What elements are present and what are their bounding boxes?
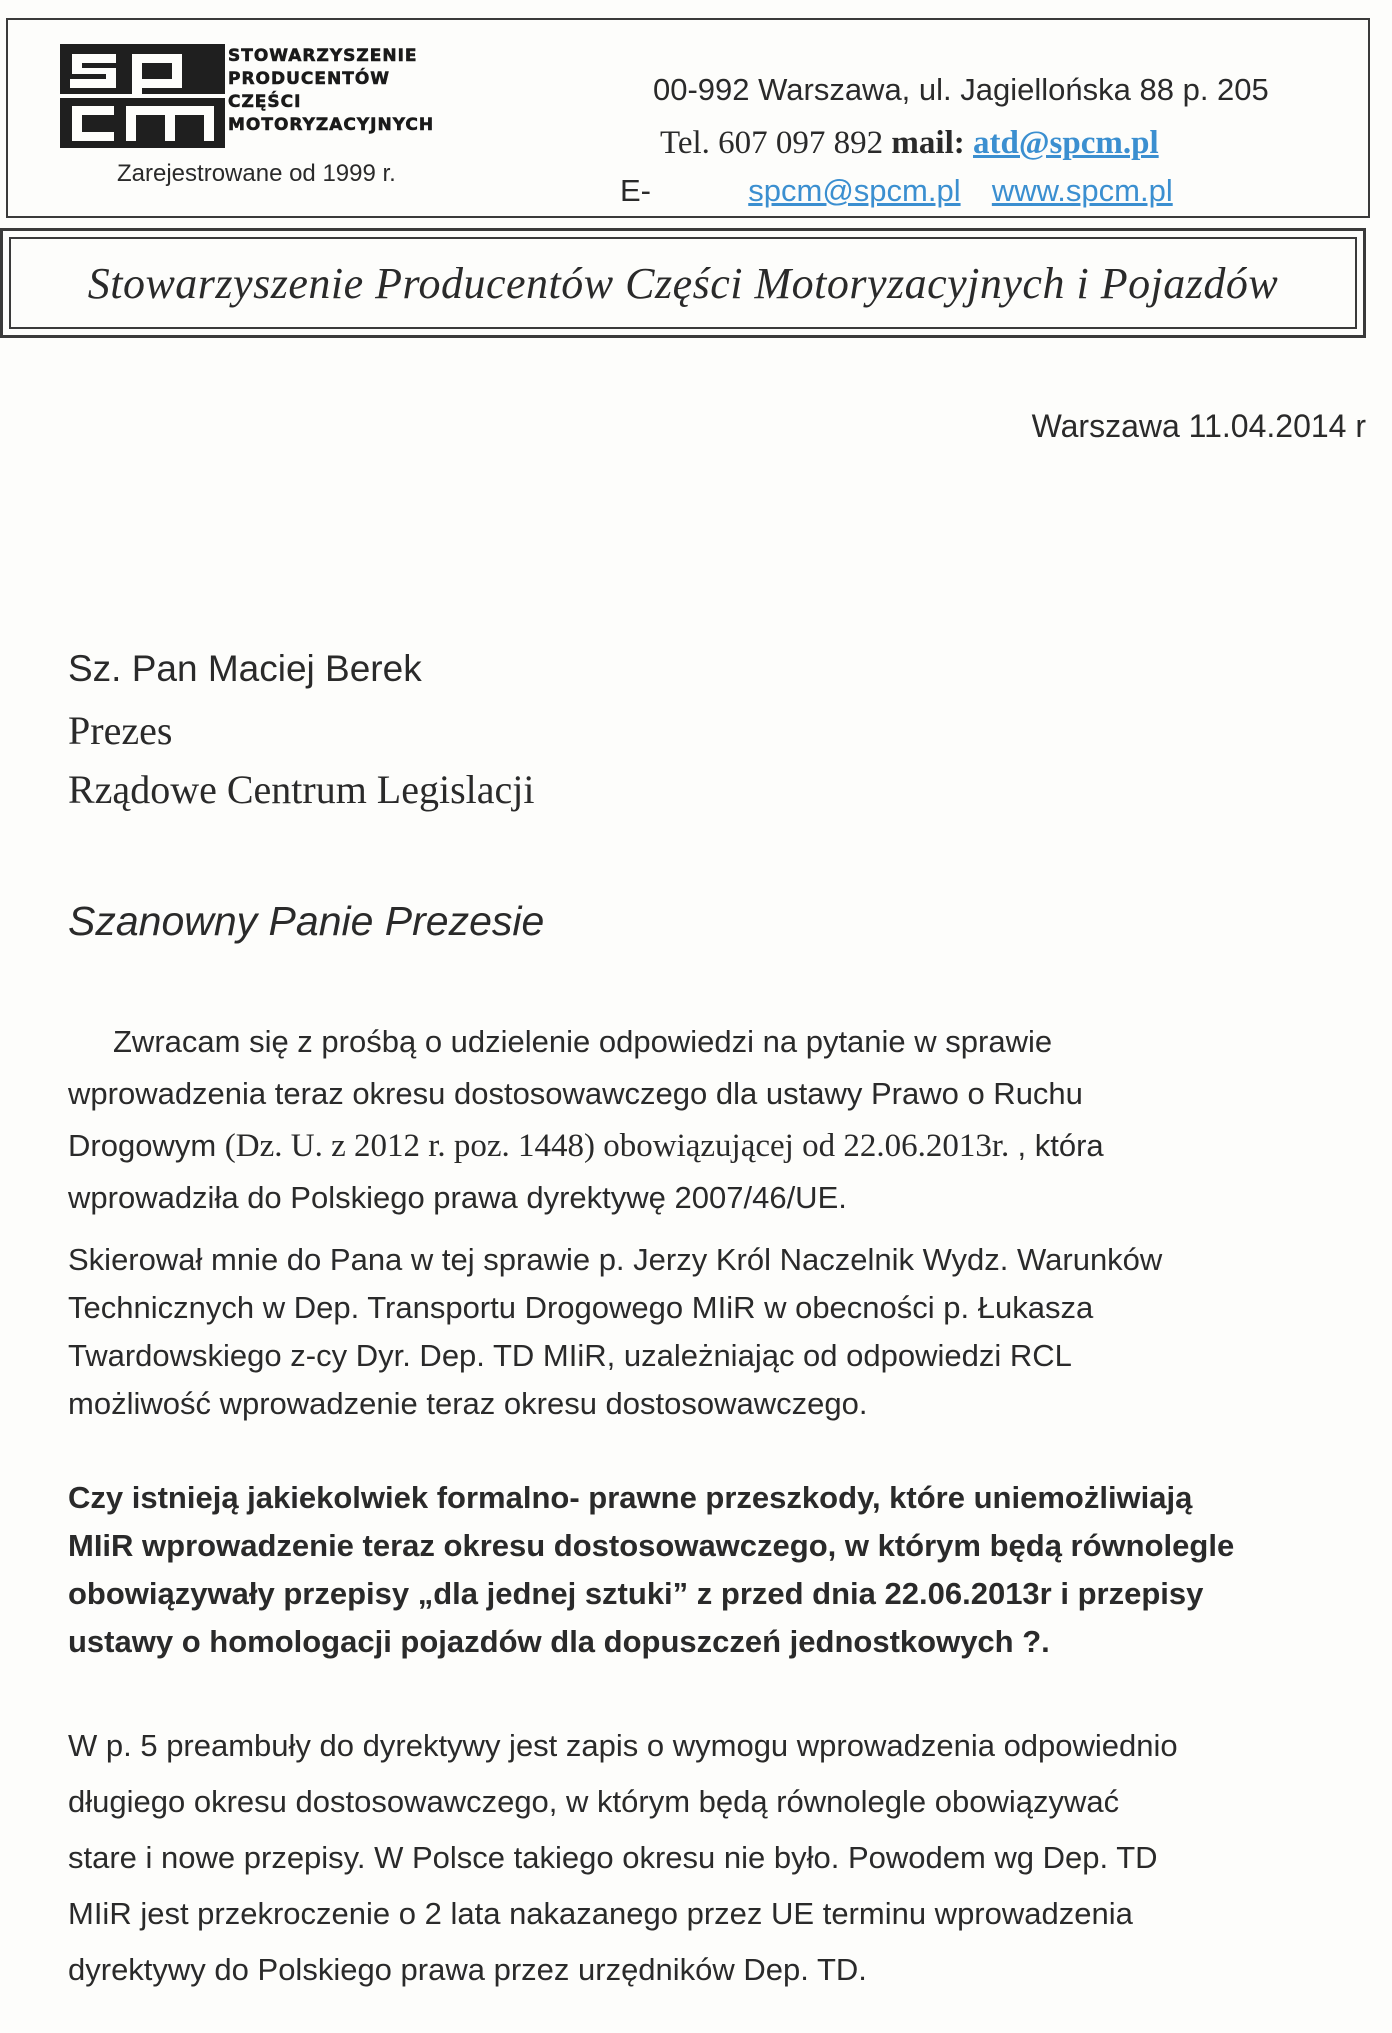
paragraph-line: stare i nowe przepisy. W Polsce takiego okresu nie było. Powodem wg Dep. TD (68, 1840, 1158, 1875)
paragraph-referral (68, 1236, 1358, 1428)
paragraph-line: MIiR jest przekroczenie o 2 lata nakazanego przez UE terminu wprowadzenia (68, 1896, 1133, 1931)
paragraph-preamble (68, 1718, 1358, 1998)
paragraph-line (68, 1120, 1358, 1172)
recipient-title: Prezes (68, 708, 173, 753)
banner-title: Stowarzyszenie Producentów Części Motoryzacyjnych i Pojazdów (9, 237, 1357, 329)
paragraph-line: dyrektywy do Polskiego prawa przez urzędników Dep. TD. (68, 1952, 867, 1987)
paragraph-question (68, 1474, 1358, 1666)
legal-reference: (Dz. U. z 2012 r. poz. 1448) obowiązującej od 22.06.2013r. (224, 1128, 1018, 1164)
e-prefix: E- (620, 173, 651, 208)
logo-word: CZĘŚCI (228, 92, 302, 112)
paragraph-line: Technicznych w Dep. Transportu Drogowego MIiR w obecności p. Łukasza (68, 1290, 1094, 1325)
phone: Tel. 607 097 892 (660, 125, 884, 161)
contact-phone-mail (660, 125, 1159, 162)
paragraph-line: Zwracam się z prośbą o udzielenie odpowiedzi na pytanie w sprawie (113, 1024, 1053, 1059)
paragraph-line: Skierował mnie do Pana w tej sprawie p. Jerzy Król Naczelnik Wydz. Warunków (68, 1242, 1163, 1277)
mail-link[interactable]: atd@spcm.pl (973, 125, 1159, 161)
contact-web (620, 173, 1173, 209)
paragraph-request (68, 1016, 1358, 1224)
paragraph-line: W p. 5 preambuły do dyrektywy jest zapis o wymogu wprowadzenia odpowiednio (68, 1728, 1178, 1763)
address: 00-992 Warszawa, ul. Jagiellońska 88 p. 205 (653, 72, 1269, 107)
paragraph-line: Czy istnieją jakiekolwiek formalno- prawne przeszkody, które uniemożliwiają (68, 1480, 1193, 1515)
paragraph-line: możliwość wprowadzenie teraz okresu dostosowawczego. (68, 1386, 868, 1421)
email-link[interactable]: spcm@spcm.pl (748, 173, 961, 208)
mail-label: mail: (891, 125, 965, 161)
website-link[interactable]: www.spcm.pl (991, 173, 1173, 208)
paragraph-line: Twardowskiego z-cy Dyr. Dep. TD MIiR, uzależniając od odpowiedzi RCL (68, 1338, 1072, 1373)
letter-date: Warszawa 11.04.2014 r (1031, 408, 1366, 444)
logo-words (228, 45, 434, 137)
banner-box (0, 228, 1366, 338)
recipient-institution: Rządowe Centrum Legislacji (68, 767, 535, 812)
line-part: , która (1017, 1128, 1104, 1163)
salutation: Szanowny Panie Prezesie (68, 898, 545, 944)
paragraph-line: długiego okresu dostosowawczego, w którym będą równolegle obowiązywać (68, 1784, 1120, 1819)
paragraph-line: wprowadzenia teraz okresu dostosowawczego dla ustawy Prawo o Ruchu (68, 1076, 1083, 1111)
registered-since: Zarejestrowane od 1999 r. (117, 160, 396, 187)
logo-word: MOTORYZACYJNYCH (228, 115, 435, 135)
recipient-name: Sz. Pan Maciej Berek (68, 648, 422, 689)
logo-word: PRODUCENTÓW (228, 69, 391, 89)
line-part: Drogowym (68, 1128, 225, 1163)
paragraph-line: obowiązywały przepisy „dla jednej sztuki” z przed dnia 22.06.2013r i przepisy (68, 1576, 1204, 1611)
logo-word: STOWARZYSZENIE (228, 46, 418, 66)
spcm-logo-icon (60, 42, 225, 150)
paragraph-line: ustawy o homologacji pojazdów dla dopuszczeń jednostkowych ?. (68, 1624, 1050, 1659)
paragraph-line: wprowadziła do Polskiego prawa dyrektywę 2007/46/UE. (68, 1180, 847, 1215)
spcm-logo (60, 42, 490, 150)
paragraph-line: MIiR wprowadzenie teraz okresu dostosowawczego, w którym będą równolegle (68, 1528, 1235, 1563)
